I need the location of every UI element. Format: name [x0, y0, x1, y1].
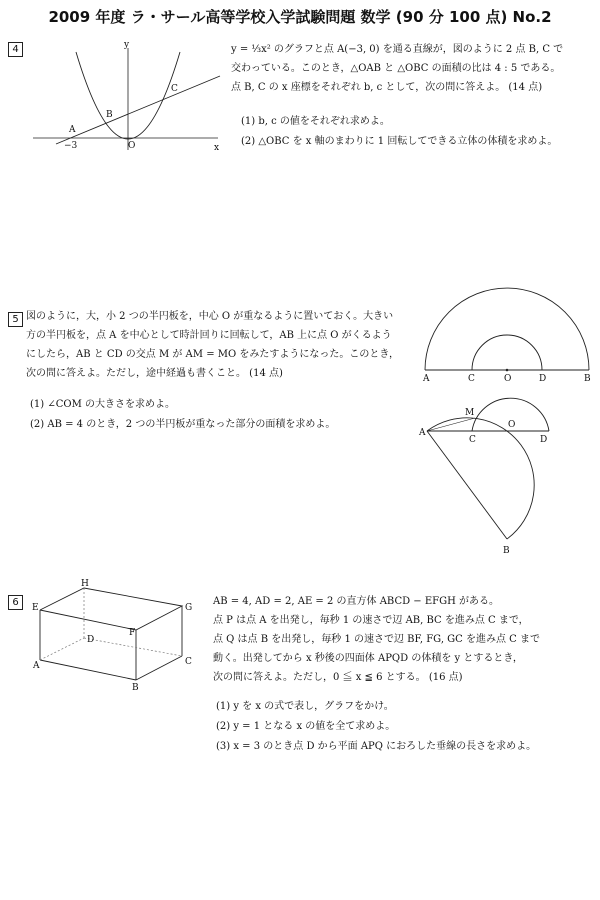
- question-number-5: 5: [8, 312, 23, 327]
- fig2-point-a: A: [419, 428, 426, 438]
- question-number-4: 4: [8, 42, 23, 57]
- fig2-point-d: D: [540, 435, 548, 445]
- cuboid-point-b: B: [132, 683, 139, 693]
- q6-line: 動く。出発してから x 秒後の四面体 APQD の体積を y とするとき，: [213, 653, 523, 664]
- fig1-point-a: A: [423, 374, 430, 384]
- q5-text: [26, 307, 408, 383]
- rotated-semicircle-figure: [415, 388, 595, 558]
- q5-sub-1: (1) ∠COM の大きさを求めよ。: [30, 399, 175, 410]
- q5-subquestions: [30, 395, 410, 435]
- q6-subquestions: [216, 697, 596, 757]
- origin-label: O: [128, 141, 136, 151]
- q6-line: 次の問に答えよ。ただし，0 ≦ x ≦ 6 とする。 (16 点): [213, 672, 463, 683]
- fig1-point-c: C: [468, 374, 475, 384]
- fig2-point-b: B: [503, 546, 510, 556]
- question-number-6: 6: [8, 595, 23, 610]
- q4-sub-1: (1) b, c の値をそれぞれ求めよ。: [241, 116, 390, 127]
- q4-text: [231, 40, 596, 97]
- q4-line: y = ⅓x² のグラフと点 A(−3, 0) を通る直線が，図のように 2 点 B, C で: [231, 44, 564, 55]
- parabola-figure: [28, 40, 228, 155]
- cuboid-point-d: D: [87, 635, 95, 645]
- y-axis-label: y: [124, 40, 130, 50]
- cuboid-point-f: F: [129, 628, 136, 638]
- fig2-point-o: O: [508, 420, 516, 430]
- point-c-label: C: [171, 84, 178, 94]
- q4-subquestions: [241, 112, 596, 152]
- fig1-point-d: D: [539, 374, 547, 384]
- q6-sub-2: (2) y = 1 となる x の値を全て求めよ。: [216, 721, 396, 732]
- page-title: 2009 年度 ラ・サール高等学校入学試験問題 数学 (90 分 100 点) No.2: [48, 8, 552, 26]
- minus-three-label: −3: [64, 141, 78, 151]
- cuboid-point-a: A: [33, 661, 40, 671]
- q5-sub-2: (2) AB = 4 のとき，2 つの半円板が重なった部分の面積を求めよ。: [30, 419, 336, 430]
- point-b-label: B: [106, 110, 113, 120]
- cuboid-point-e: E: [32, 603, 39, 613]
- q5-line: 方の半円板を，点 A を中心として時計回りに回転して，AB 上に点 O がくるよう: [26, 330, 392, 341]
- fig2-point-c: C: [469, 435, 476, 445]
- cuboid-figure: [30, 578, 205, 693]
- q6-line: 点 Q は点 B を出発し，毎秒 1 の速さで辺 BF, FG, GC を進み点 C まで: [213, 634, 541, 645]
- q6-text: [213, 592, 593, 687]
- point-a-label: A: [69, 125, 76, 135]
- x-axis-label: x: [214, 143, 220, 153]
- cuboid-point-g: G: [185, 603, 193, 613]
- q5-line: 次の問に答えよ。ただし，途中経過も書くこと。 (14 点): [26, 368, 283, 379]
- fig2-point-m: M: [465, 408, 475, 418]
- q6-line: 点 P は点 A を出発し，毎秒 1 の速さで辺 AB, BC を進み点 C まで，: [213, 615, 529, 626]
- fig1-point-o: O: [504, 374, 512, 384]
- q6-sub-3: (3) x = 3 のとき点 D から平面 APQ におろした垂線の長さを求めよ。: [216, 741, 537, 752]
- q4-line: 点 B, C の x 座標をそれぞれ b, c として，次の問に答えよ。 (14 点): [231, 82, 543, 93]
- q4-sub-2: (2) △OBC を x 軸のまわりに 1 回転してできる立体の体積を求めよ。: [241, 136, 558, 147]
- q5-line: 図のように，大，小 2 つの半円板を，中心 O が重なるように置いておく。大きい: [26, 311, 394, 322]
- q5-line: にしたら，AB と CD の交点 M が AM = MO をみたすようになった。このとき，: [26, 349, 399, 360]
- fig1-point-b: B: [584, 374, 591, 384]
- q6-line: AB = 4, AD = 2, AE = 2 の直方体 ABCD − EFGH がある。: [213, 596, 499, 607]
- semicircles-figure: [415, 285, 595, 385]
- cuboid-point-c: C: [185, 657, 192, 667]
- q6-sub-1: (1) y を x の式で表し，グラフをかけ。: [216, 701, 394, 712]
- cuboid-point-h: H: [81, 579, 89, 589]
- q4-line: 交わっている。このとき，△OAB と △OBC の面積の比は 4 : 5 である。: [231, 63, 561, 74]
